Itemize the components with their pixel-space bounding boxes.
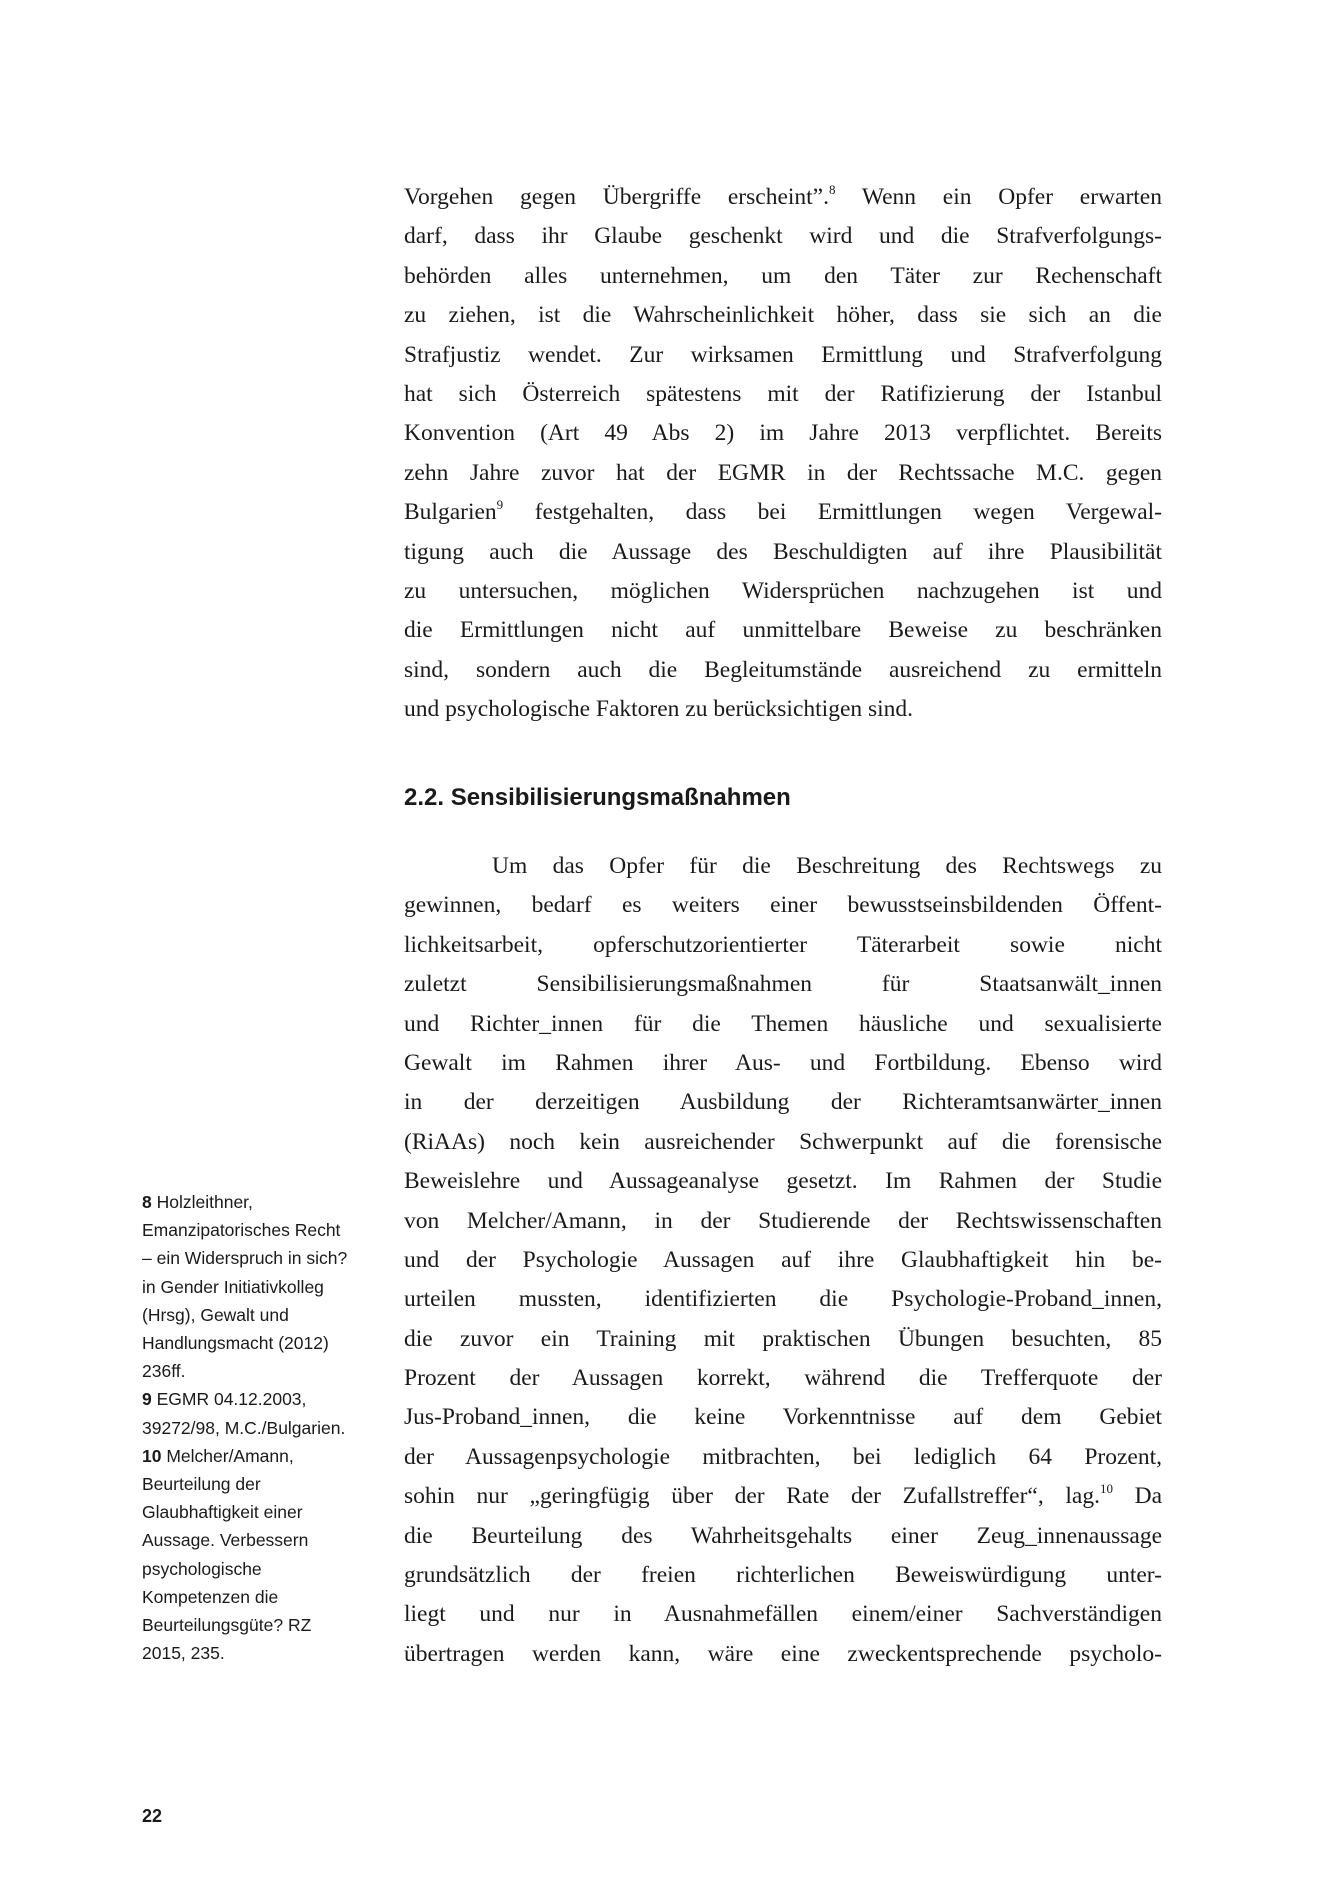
footnote-line (142, 1216, 382, 1244)
text-line (404, 1123, 1162, 1162)
text-line (404, 1359, 1162, 1398)
footnote-number: 10 (142, 1445, 162, 1466)
footnote-line (142, 1526, 382, 1554)
text-segment: die Beurteilung des Wahrheitsgehalts einer Zeug_innenaussage (404, 1522, 1162, 1549)
footnote-line (142, 1442, 382, 1470)
text-segment: die Ermittlungen nicht auf unmittelbare Beweise zu beschränken (404, 617, 1162, 644)
text-segment: Handlungsmacht (2012) (142, 1333, 329, 1354)
text-segment: Beurteilungsgüte? RZ (142, 1615, 312, 1636)
text-segment: Prozent der Aussagen korrekt, während die Trefferquote der (404, 1365, 1162, 1392)
text-segment: Um das Opfer für die Beschreitung des Rechtswegs zu (492, 853, 1162, 879)
footnote-number: 8 (142, 1192, 152, 1212)
text-line (404, 965, 1162, 1004)
text-line (404, 1162, 1162, 1201)
text-segment: die zuvor ein Training mit praktischen Übungen besuchten, 85 (404, 1325, 1162, 1352)
footnote-reference: 10 (1099, 1481, 1113, 1497)
text-line (404, 1438, 1162, 1477)
footnote-line (142, 1583, 382, 1611)
text-segment: behörden alles unternehmen, um den Täter zur Rechenschaft (404, 262, 1162, 289)
text-line (404, 847, 1162, 886)
text-segment: 39272/98, M.C./Bulgarien. (142, 1417, 346, 1438)
text-segment: Melcher/Amann, (161, 1445, 294, 1466)
text-segment: urteilen mussten, identifizierten die Psychologie-Proband_innen, (404, 1286, 1162, 1313)
footnote-reference: 9 (496, 497, 504, 513)
paragraph-1 (404, 178, 1162, 729)
text-segment: Holzleithner, (151, 1192, 253, 1212)
text-segment: hat sich Österreich spätestens mit der Ratifizierung der Istanbul (404, 380, 1162, 407)
text-line (404, 1320, 1162, 1359)
text-line (404, 1635, 1162, 1674)
text-segment: Strafjustiz wendet. Zur wirksamen Ermittlung und Strafverfolgung (404, 341, 1162, 368)
text-segment: zu untersuchen, möglichen Widersprüchen nachzugehen ist und (404, 577, 1162, 604)
footnote-line (142, 1188, 382, 1216)
footnote-number: 9 (142, 1389, 152, 1410)
text-segment: und psychologische Faktoren zu berücksichtigen sind. (404, 696, 914, 723)
text-segment: Da (1112, 1483, 1163, 1510)
text-segment: Beweislehre und Aussageanalyse gesetzt. Im Rahmen der Studie (404, 1168, 1162, 1195)
text-segment: Aussage. Verbessern (142, 1530, 309, 1551)
text-segment: (Hrsg), Gewalt und (142, 1304, 289, 1325)
text-line (404, 1083, 1162, 1122)
text-line (404, 296, 1162, 335)
footnote-line (142, 1357, 382, 1385)
text-segment: zehn Jahre zuvor hat der EGMR in der Rechtssache M.C. gegen (404, 459, 1162, 486)
text-line (404, 493, 1162, 532)
text-line (404, 1556, 1162, 1595)
text-segment: liegt und nur in Ausnahmefällen einem/einer Sachverständigen (404, 1601, 1162, 1628)
text-segment: Emanzipatorisches Recht (142, 1220, 341, 1241)
footnote-line (142, 1385, 382, 1413)
text-line (404, 1398, 1162, 1437)
text-segment: zuletzt Sensibilisierungsmaßnahmen für Staatsanwält_innen (404, 971, 1162, 998)
text-line (404, 611, 1162, 650)
text-segment: tigung auch die Aussage des Beschuldigten auf ihre Plausibilität (404, 538, 1162, 565)
text-line (404, 178, 1162, 217)
footnote-line (142, 1273, 382, 1301)
text-line (404, 533, 1162, 572)
text-segment: lichkeitsarbeit, opferschutzorientierter Täterarbeit sowie nicht (404, 931, 1162, 958)
footnote-line (142, 1244, 382, 1272)
text-segment: in der derzeitigen Ausbildung der Richteramtsanwärter_innen (404, 1089, 1162, 1116)
text-segment: Wenn ein Opfer erwarten (835, 184, 1162, 210)
text-segment: Kompetenzen die (142, 1586, 279, 1607)
text-line (404, 1005, 1162, 1044)
text-line (404, 1044, 1162, 1083)
text-line (404, 336, 1162, 375)
paragraph-2 (404, 847, 1162, 1674)
text-segment: – ein Widerspruch in sich? (142, 1248, 348, 1269)
text-line (404, 1241, 1162, 1280)
text-segment: grundsätzlich der freien richterlichen Beweiswürdigung unter- (404, 1562, 1162, 1589)
text-line (404, 651, 1162, 690)
text-segment: in Gender Initiativkolleg (142, 1276, 324, 1297)
text-line (404, 690, 1162, 729)
text-segment: festgehalten, dass bei Ermittlungen wegen Vergewal- (503, 499, 1162, 526)
text-line (404, 1202, 1162, 1241)
footnote-line (142, 1329, 382, 1357)
text-segment: 2015, 235. (142, 1643, 225, 1664)
footnote-line (142, 1639, 382, 1667)
text-segment: EGMR 04.12.2003, (151, 1389, 307, 1410)
text-segment: zu ziehen, ist die Wahrscheinlichkeit höher, dass sie sich an die (404, 302, 1162, 329)
text-segment: gewinnen, bedarf es weiters einer bewusstseinsbildenden Öffent- (404, 892, 1162, 919)
footnote-line (142, 1498, 382, 1526)
text-segment: sind, sondern auch die Begleitumstände ausreichend zu ermitteln (404, 656, 1162, 683)
footnotes (142, 1188, 382, 1667)
text-line (404, 375, 1162, 414)
text-line (404, 217, 1162, 256)
text-line (404, 886, 1162, 925)
text-segment: darf, dass ihr Glaube geschenkt wird und die Strafverfolgungs- (404, 223, 1162, 250)
text-segment: Glaubhaftigkeit einer (142, 1502, 303, 1523)
text-segment: Jus-Proband_innen, die keine Vorkenntnisse auf dem Gebiet (404, 1404, 1162, 1431)
section-heading: 2.2. Sensibilisierungsmaßnahmen (404, 784, 791, 811)
text-line (404, 1477, 1162, 1516)
text-segment: von Melcher/Amann, in der Studierende der Rechtswissenschaften (404, 1207, 1162, 1234)
text-line (404, 257, 1162, 296)
text-segment: 236ff. (142, 1361, 186, 1382)
text-line (404, 572, 1162, 611)
text-segment: Konvention (Art 49 Abs 2) im Jahre 2013 verpflichtet. Bereits (404, 420, 1162, 447)
text-segment: (RiAAs) noch kein ausreichender Schwerpunkt auf die forensische (404, 1128, 1162, 1155)
text-segment: Beurteilung der (142, 1474, 261, 1495)
text-segment: psychologische (142, 1558, 262, 1579)
text-line (404, 926, 1162, 965)
text-line (404, 1280, 1162, 1319)
text-line (404, 414, 1162, 453)
footnote-line (142, 1301, 382, 1329)
footnote-line (142, 1414, 382, 1442)
text-segment: und der Psychologie Aussagen auf ihre Glaubhaftigkeit hin be- (404, 1246, 1162, 1273)
page-number: 22 (142, 1806, 163, 1826)
text-line (404, 454, 1162, 493)
text-segment: der Aussagenpsychologie mitbrachten, bei lediglich 64 Prozent, (404, 1443, 1162, 1470)
footnote-reference: 8 (829, 182, 836, 197)
footnote-line (142, 1470, 382, 1498)
text-segment: übertragen werden kann, wäre eine zweckentsprechende psycholo- (404, 1640, 1162, 1667)
text-segment: Gewalt im Rahmen ihrer Aus- und Fortbildung. Ebenso wird (404, 1049, 1162, 1076)
text-segment: Vorgehen gegen Übergriffe erscheint”. (404, 184, 829, 210)
footnote-line (142, 1555, 382, 1583)
text-line (404, 1595, 1162, 1634)
text-segment: und Richter_innen für die Themen häusliche und sexualisierte (404, 1010, 1162, 1037)
text-line (404, 1517, 1162, 1556)
text-segment: sohin nur „geringfügig über der Rate der Zufallstreffer“, lag. (404, 1483, 1100, 1510)
text-segment: Bulgarien (404, 499, 497, 526)
footnote-line (142, 1611, 382, 1639)
